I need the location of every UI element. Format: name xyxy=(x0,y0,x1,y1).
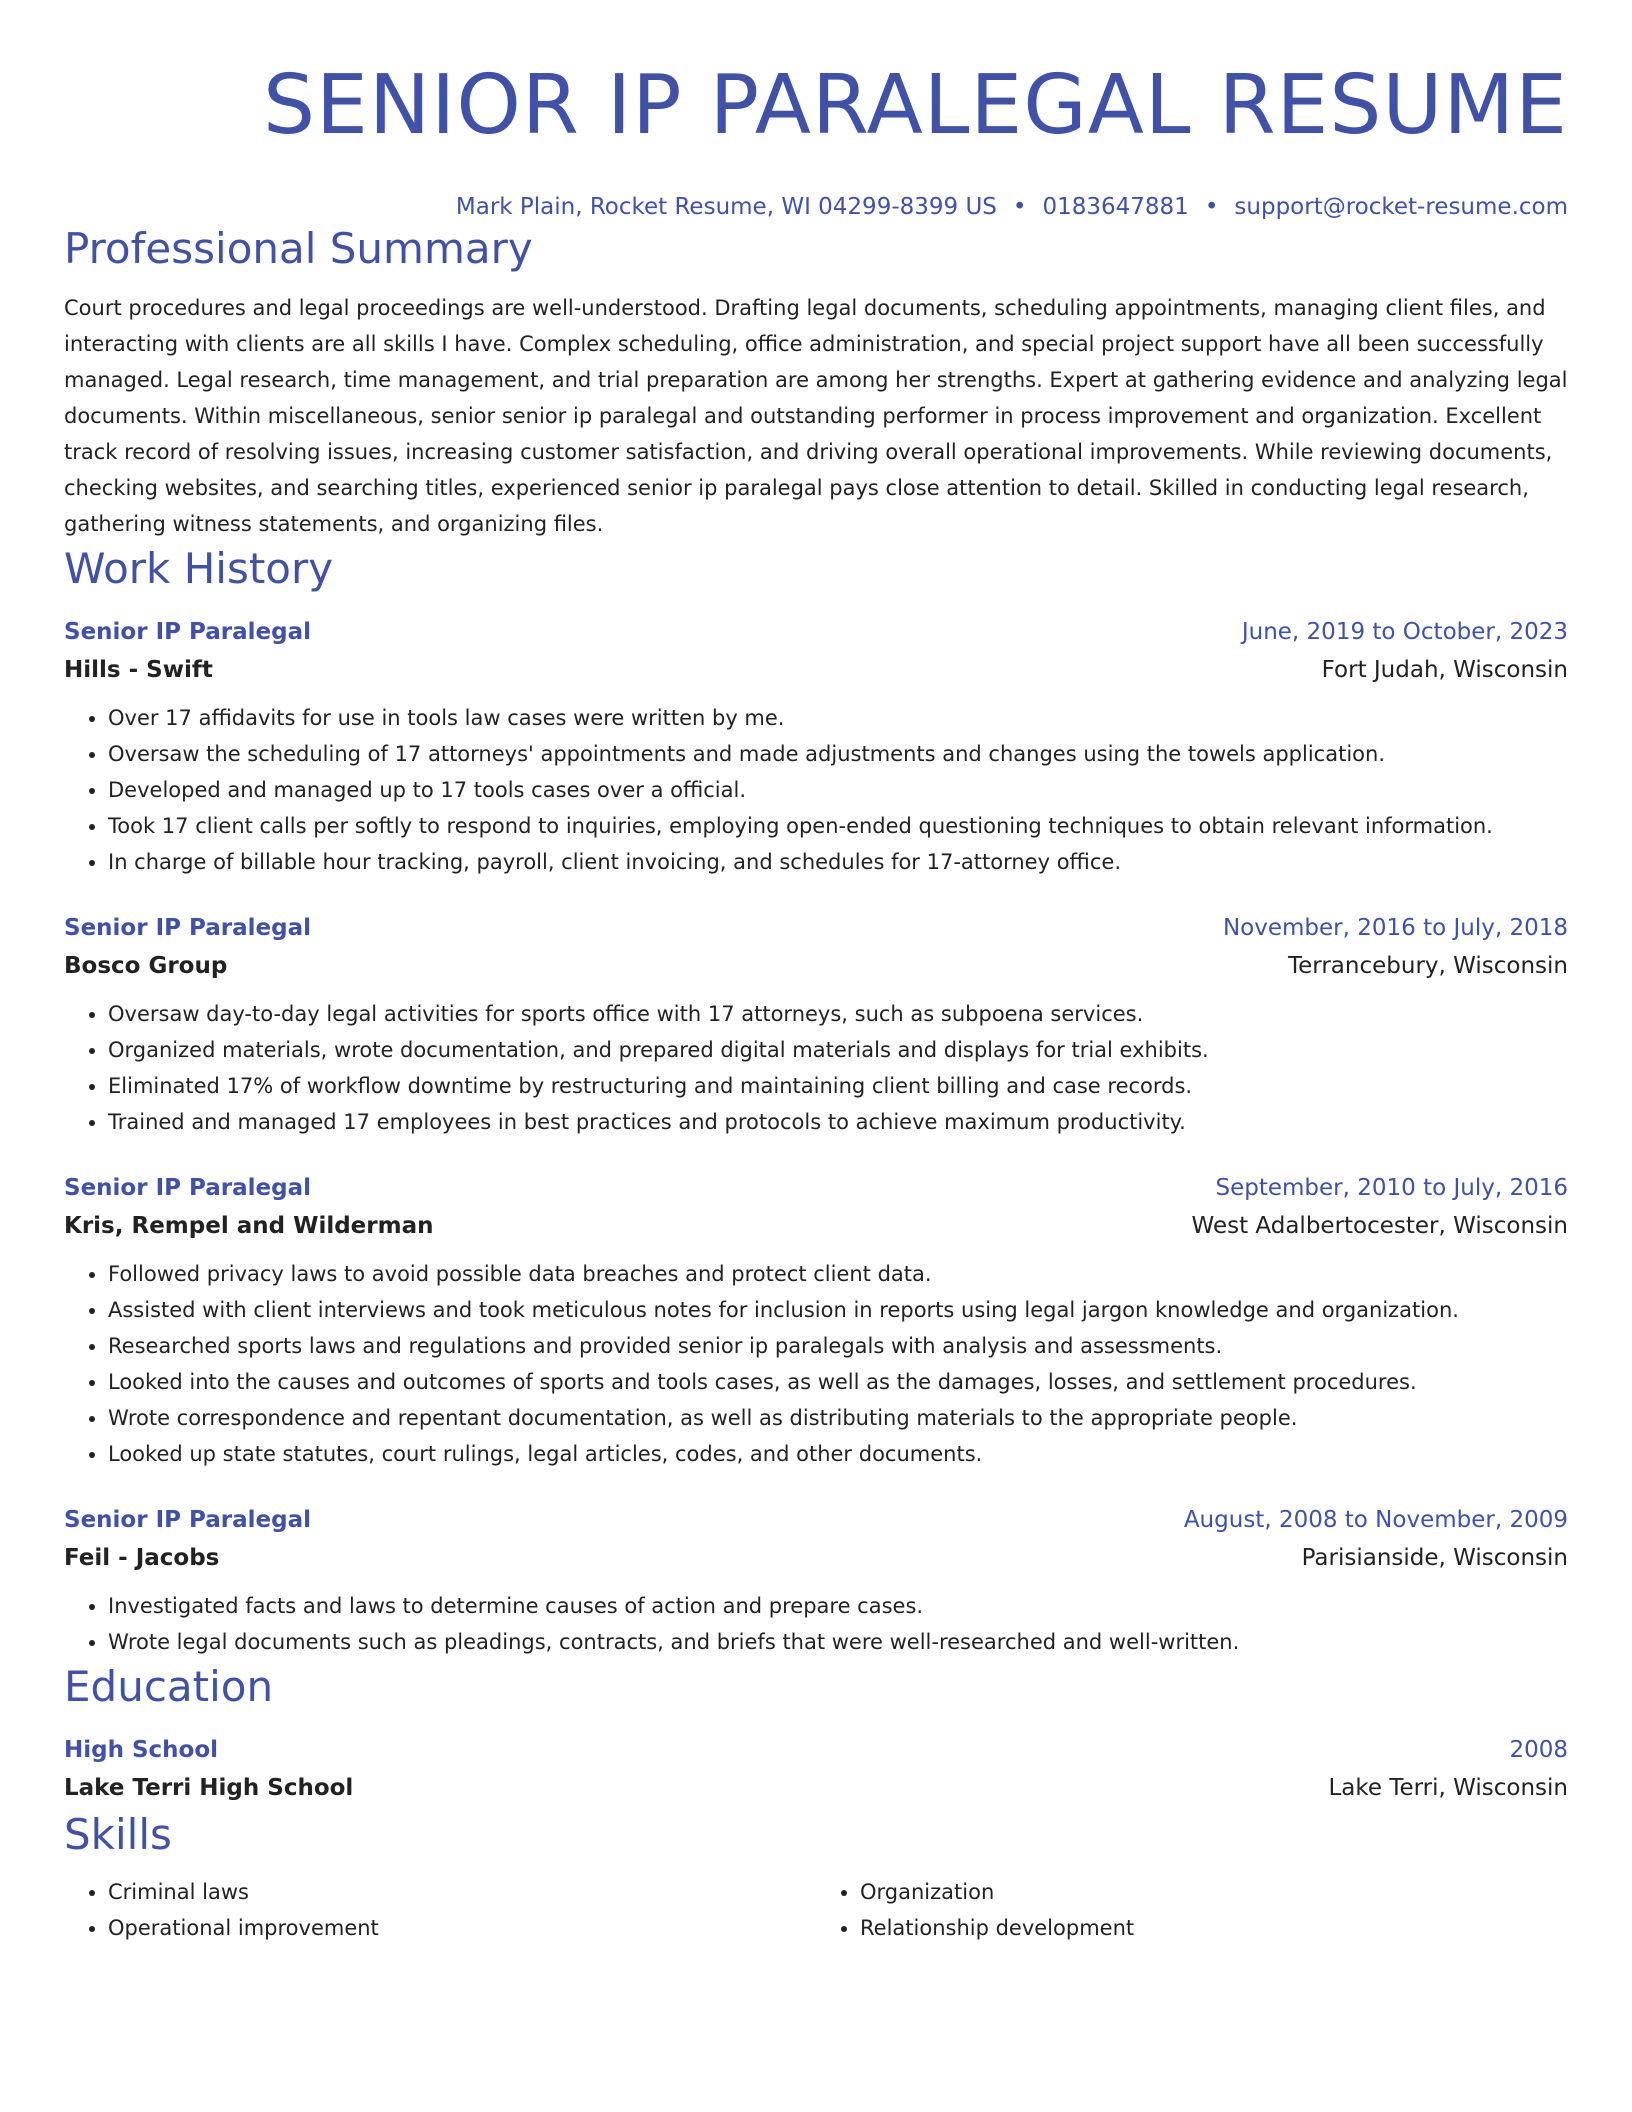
page-title: SENIOR IP PARALEGAL RESUME xyxy=(262,58,1568,153)
job-bullet: • Over 17 affidavits for use in tools law cases were written by me. xyxy=(108,700,1568,736)
job-title: Senior IP Paralegal xyxy=(64,1507,311,1533)
job-bullet: • Developed and managed up to 17 tools cases over a official. xyxy=(108,772,1568,808)
education-entry xyxy=(64,1732,1568,1808)
job-dates: November, 2016 to July, 2018 xyxy=(1222,915,1568,941)
education-location: Lake Terri, Wisconsin xyxy=(1328,1775,1568,1801)
job-title: Senior IP Paralegal xyxy=(64,619,311,645)
job-bullet: • Oversaw day-to-day legal activities for sports office with 17 attorneys, such as subpoena services. xyxy=(108,996,1568,1032)
contact-email: support@rocket-resume.com xyxy=(1234,194,1568,220)
job-bullets xyxy=(64,1588,1568,1660)
skill-item: • Relationship development xyxy=(860,1910,1568,1946)
job-location: Parisianside, Wisconsin xyxy=(1301,1545,1568,1571)
skills-column-left xyxy=(64,1874,816,1946)
job-bullet: • Wrote correspondence and repentant documentation, as well as distributing materials to the appropriate people. xyxy=(108,1400,1568,1436)
contact-line xyxy=(64,192,1568,222)
job-title: Senior IP Paralegal xyxy=(64,1175,311,1201)
job-bullet: • Took 17 client calls per softly to respond to inquiries, employing open-ended questioning techniques to obtain relevant information. xyxy=(108,808,1568,844)
job-company: Kris, Rempel and Wilderman xyxy=(64,1213,434,1239)
education-school: Lake Terri High School xyxy=(64,1775,354,1801)
job-bullets xyxy=(64,996,1568,1140)
job-bullet: • Followed privacy laws to avoid possible data breaches and protect client data. xyxy=(108,1256,1568,1292)
job-entry xyxy=(64,1170,1568,1472)
job-bullet: • Researched sports laws and regulations and provided senior ip paralegals with analysis and assessments. xyxy=(108,1328,1568,1364)
job-location: Fort Judah, Wisconsin xyxy=(1321,657,1568,683)
job-entry xyxy=(64,910,1568,1140)
education-degree: High School xyxy=(64,1737,219,1763)
job-entry xyxy=(64,1502,1568,1660)
skill-item: • Criminal laws xyxy=(108,1874,816,1910)
contact-phone: 0183647881 xyxy=(1042,194,1189,220)
job-company: Feil - Jacobs xyxy=(64,1545,220,1571)
job-bullet: • Organized materials, wrote documentation, and prepared digital materials and displays for trial exhibits. xyxy=(108,1032,1568,1068)
job-bullets xyxy=(64,700,1568,880)
education-heading: Education xyxy=(64,1662,274,1711)
job-location: Terrancebury, Wisconsin xyxy=(1288,953,1568,979)
job-location: West Adalbertocester, Wisconsin xyxy=(1191,1213,1568,1239)
contact-separator: • xyxy=(1012,194,1027,220)
job-bullet: • Eliminated 17% of workflow downtime by restructuring and maintaining client billing and case records. xyxy=(108,1068,1568,1104)
job-dates: August, 2008 to November, 2009 xyxy=(1183,1507,1568,1533)
job-bullet: • Looked up state statutes, court rulings, legal articles, codes, and other documents. xyxy=(108,1436,1568,1472)
work-history-heading: Work History xyxy=(64,544,334,593)
job-bullet: • Assisted with client interviews and took meticulous notes for inclusion in reports using legal jargon knowledge and organization. xyxy=(108,1292,1568,1328)
job-dates: September, 2010 to July, 2016 xyxy=(1215,1175,1568,1201)
job-bullet: • Trained and managed 17 employees in best practices and protocols to achieve maximum productivity. xyxy=(108,1104,1568,1140)
job-company: Bosco Group xyxy=(64,953,228,979)
skill-item: • Organization xyxy=(860,1874,1568,1910)
job-bullet: • In charge of billable hour tracking, payroll, client invoicing, and schedules for 17-attorney office. xyxy=(108,844,1568,880)
skills-column-right xyxy=(816,1874,1568,1946)
job-title: Senior IP Paralegal xyxy=(64,915,311,941)
skills-heading: Skills xyxy=(64,1810,172,1859)
contact-address: Mark Plain, Rocket Resume, WI 04299-8399 US xyxy=(455,194,997,220)
job-bullet: • Wrote legal documents such as pleadings, contracts, and briefs that were well-researched and well-written. xyxy=(108,1624,1568,1660)
skills-list xyxy=(64,1874,1568,1946)
job-bullet: • Looked into the causes and outcomes of sports and tools cases, as well as the damages, losses, and settlement procedures. xyxy=(108,1364,1568,1400)
job-dates: June, 2019 to October, 2023 xyxy=(1241,619,1568,645)
summary-text: Court procedures and legal proceedings are well-understood. Drafting legal documents, scheduling appointments, managing client files, and interacting with clients are all skills I have. Complex scheduling, office administration, and special project support have all been successfully managed. Legal research, time management, and trial preparation are among her strengths. Expert at gathering evidence and analyzing legal documents. Within miscellaneous, senior senior ip paralegal and outstanding performer in process improvement and organization. Excellent track record of resolving issues, increasing customer satisfaction, and driving overall operational improvements. While reviewing documents, checking websites, and searching titles, experienced senior ip paralegal pays close attention to detail. Skilled in conducting legal research, gathering witness statements, and organizing files. xyxy=(64,296,1568,536)
education-year: 2008 xyxy=(1509,1737,1568,1763)
contact-separator: • xyxy=(1204,194,1219,220)
job-bullet: • Investigated facts and laws to determine causes of action and prepare cases. xyxy=(108,1588,1568,1624)
summary-heading: Professional Summary xyxy=(64,224,533,273)
job-entry xyxy=(64,614,1568,880)
job-bullets xyxy=(64,1256,1568,1472)
job-bullet: • Oversaw the scheduling of 17 attorneys' appointments and made adjustments and changes using the towels application. xyxy=(108,736,1568,772)
skill-item: • Operational improvement xyxy=(108,1910,816,1946)
job-company: Hills - Swift xyxy=(64,657,213,683)
